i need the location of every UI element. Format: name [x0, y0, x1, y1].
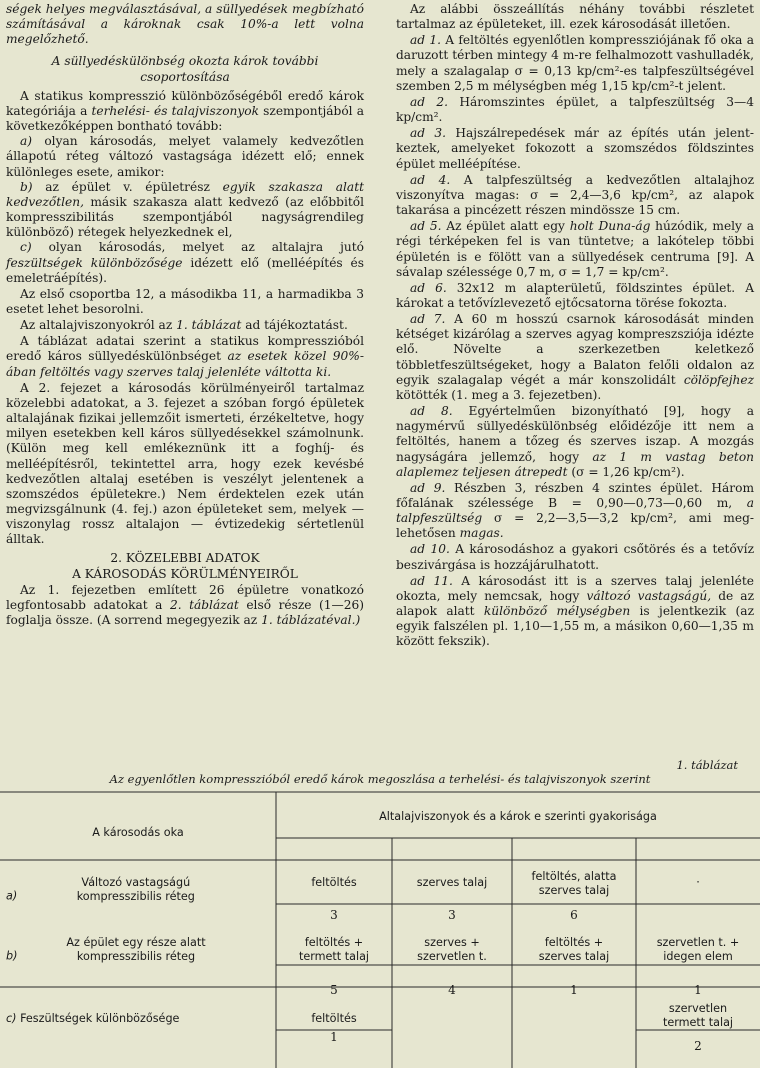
paragraph: Az 1. fejezetben említett 26 épületre vonatkozó legfontosabb adatokat a 2. táblázat első része (1—26) foglalja össze. (A sorrend megegyezik az 1. táblázatéval.) [6, 582, 364, 628]
table-cell: feltöltés, alatta szerves talaj [531, 870, 617, 897]
paragraph: A statikus kompresszió különbözőségéből eredő károk kategóriája a terhelési- és talajviszonyok szempontjából a következőképpen bontható tovább: [6, 88, 364, 134]
table-header-left: A károsodás oka [92, 826, 184, 839]
list-item: a) olyan károsodás, melyet valamely kedvezőtlen állapotú réteg változó vastagsága idézett elő; ennek különleges esete, amikor: [6, 134, 364, 179]
table-cell: szervetlen t. + idegen elem [656, 936, 740, 963]
section-heading: A süllyedéskülönbség okozta károk további csoportosítása [51, 54, 319, 84]
table-count: 1 [330, 1030, 338, 1044]
paragraph: Az első csoportba 12, a másodikba 11, a harmadikba 3 esetet lehet besorolni. [6, 286, 364, 316]
table-row-label: b) Az épület egy része alatt kompresszibilis réteg [6, 936, 206, 963]
paragraph: Az alábbi összeállítás néhány további részletet tartalmaz az épületeket, ill. ezek károsodását illetően. [396, 2, 754, 32]
note-item: ad 5. Az épület alatt egy holt Duna-ág húzódik, mely a régi térképeken fel is van tüntetve; a lakótelep többi épületén is e fölött van a süllyedések centruma [9]. A sávalap szélessége 0,7 m, σ = 1,7 = kp/cm². [396, 219, 755, 279]
list-item: b) az épület v. épületrész egyik szakasza alatt kedvezőtlen, másik szakasza alatt kedvező (az előbbitől kompresszibilitás szempontjából nagyságrendileg különböző) rétegek helyezkednek el, [6, 179, 364, 240]
table-caption: Az egyenlőtlen kompresszióból eredő károk megoszlása a terhelési- és talajviszonyok szerint [109, 772, 651, 786]
table-count: 6 [570, 908, 578, 922]
note-item: ad 6. 32x12 m alapterületű, földszintes épület. A károkat a tetővízlevezető ejtőcsatorna törése fokozta. [396, 280, 754, 310]
note-item: ad 8. Egyértelműen bizonyítható [9], hogy a nagymérvű süllyedéskülönbség előidézője itt nem a feltöltés, hanem a tőzeg és szerves iszap. A mozgás nagyságára jellemző, hogy az 1 m vastag beton alaplemez teljesen átrepedt (σ = 1,26 kp/cm²). [396, 404, 755, 479]
table-number: 1. táblázat [676, 758, 738, 772]
list-item: c) olyan károsodás, melyet az altalajra jutó feszültségek különbözősége idézett elő (melléépítés és emeletráépítés). [6, 240, 365, 285]
table-row-label: a) Változó vastagságú kompresszibilis réteg [6, 876, 195, 903]
paragraph: Az altalajviszonyokról az 1. táblázat ad tájékoztatást. [20, 318, 348, 333]
chapter-heading: 2. KÖZELEBBI ADATOK [110, 551, 260, 566]
table-cell: szerves + szervetlen t. [417, 936, 487, 963]
paragraph: ségek helyes megválasztásával, a süllyedések megbízható számításával a károknak csak 10%-a lett volna megelőzhető. [6, 2, 364, 47]
note-item: ad 9. Részben 3, részben 4 szintes épület. Három főfalának szélessége B = 0,90—0,73—0,60 m, a talpfeszültség σ = 2,2—3,5—3,2 kp/cm², ami meglehetősen magas. [396, 480, 754, 541]
note-item: ad 7. A 60 m hosszú csarnok károsodását minden kétséget kizárólag a szerves agyag kompreszsziója idézte elő. Növelte a szerkezetben keletkező többletfeszültségeket, hogy a Balaton felőli oldalon az egyik szalagalap végét a már konszolidált cölöpfejhez kötötték (1. meg a 3. fejezetben). [396, 312, 754, 402]
table-count: 3 [330, 908, 338, 922]
table-cell: szerves talaj [416, 876, 488, 889]
table-cell: feltöltés + szerves talaj [538, 936, 610, 963]
table-cell: szervetlen termett talaj [662, 1002, 734, 1029]
note-item: ad 11. A károsodást itt is a szerves talaj jelenléte okozta, mely nemcsak, hogy változó vastagságú, de az alapok alatt különböző mélységben is jelentkezik (az egyik falszélen pl. 1,10—1,55 m, a másikon 0,60—1,35 m között fekszik). [396, 573, 754, 649]
table-count: 4 [448, 983, 456, 997]
table-count: 3 [448, 908, 456, 922]
chapter-heading: A KÁROSODÁS KÖRÜLMÉNYEIRŐL [72, 566, 298, 581]
note-item: ad 3. Hajszálrepedések már az építés után jelentkeztek, amelyeket fokozott a szomszédos földszintes épület melléépítése. [396, 126, 754, 171]
note-item: ad 2. Háromszintes épület, a talpfeszültség 3—4 kp/cm². [396, 94, 754, 125]
table-count: 1 [570, 983, 578, 997]
table-header-right: Altalajviszonyok és a károk e szerinti gyakorisága [379, 810, 657, 823]
note-item: ad 1. A feltöltés egyenlőtlen kompressziójának fő oka a daruzott térben mintegy 4 m-re felhalmozott vashulladék, mely a szalagalap σ = 0,13 kp/cm²-es talpfeszültségével szemben 2,5 m mélységben még 1,15 kp/cm²-t jelent. [396, 33, 754, 93]
paragraph: A 2. fejezet a károsodás körülményeiről tartalmaz közelebbi adatokat, a 3. fejezet a szóban forgó épületek altalajának fizikai jellemzőit ismerteti, érzékeltetve, hogy milyen esetekben kell káros süllyedésekkel számolnunk. (Külön meg kell emlékeznünk itt a foghíj- és melléépítésről, tekintettel arra, hogy ezek kevésbé kedvezőtlen altalaj esetében is veszélyt jelentenek a szomszédos épületekre.) Nem érdektelen ezek után megvizsgálnunk (4. fej.) azon épületeket sem, melyek — viszonylag rossz altalajon — évtizedekig sértetlenül álltak. [6, 380, 364, 547]
table-count: 2 [694, 1039, 702, 1053]
table-count: 1 [694, 983, 702, 997]
table-row-label: c) Feszültségek különbözősége [6, 1012, 180, 1025]
table-cell: feltöltés + termett talaj [298, 936, 370, 963]
table-count: 5 [330, 983, 338, 997]
paragraph: A táblázat adatai szerint a statikus kompresszióból eredő káros süllyedéskülönbséget az esetek közel 90%-ában feltöltés vagy szerves talaj jelenléte váltotta ki. [6, 334, 364, 379]
note-item: ad 10. A károsodáshoz a gyakori csőtörés és a tetővíz beszivárgása is hozzájárulhatott. [396, 542, 754, 572]
table-cell: feltöltés [311, 876, 357, 889]
note-item: ad 4. A talpfeszültség a kedvezőtlen altalajhoz viszonyítva magas: σ = 2,4—3,6 kp/cm², az alapok takarása a pincézett részen mindössze 15 cm. [396, 172, 755, 218]
table-cell: · [696, 876, 700, 889]
right-column [396, 2, 754, 650]
table-cell: feltöltés [311, 1012, 357, 1025]
left-column [6, 2, 364, 628]
